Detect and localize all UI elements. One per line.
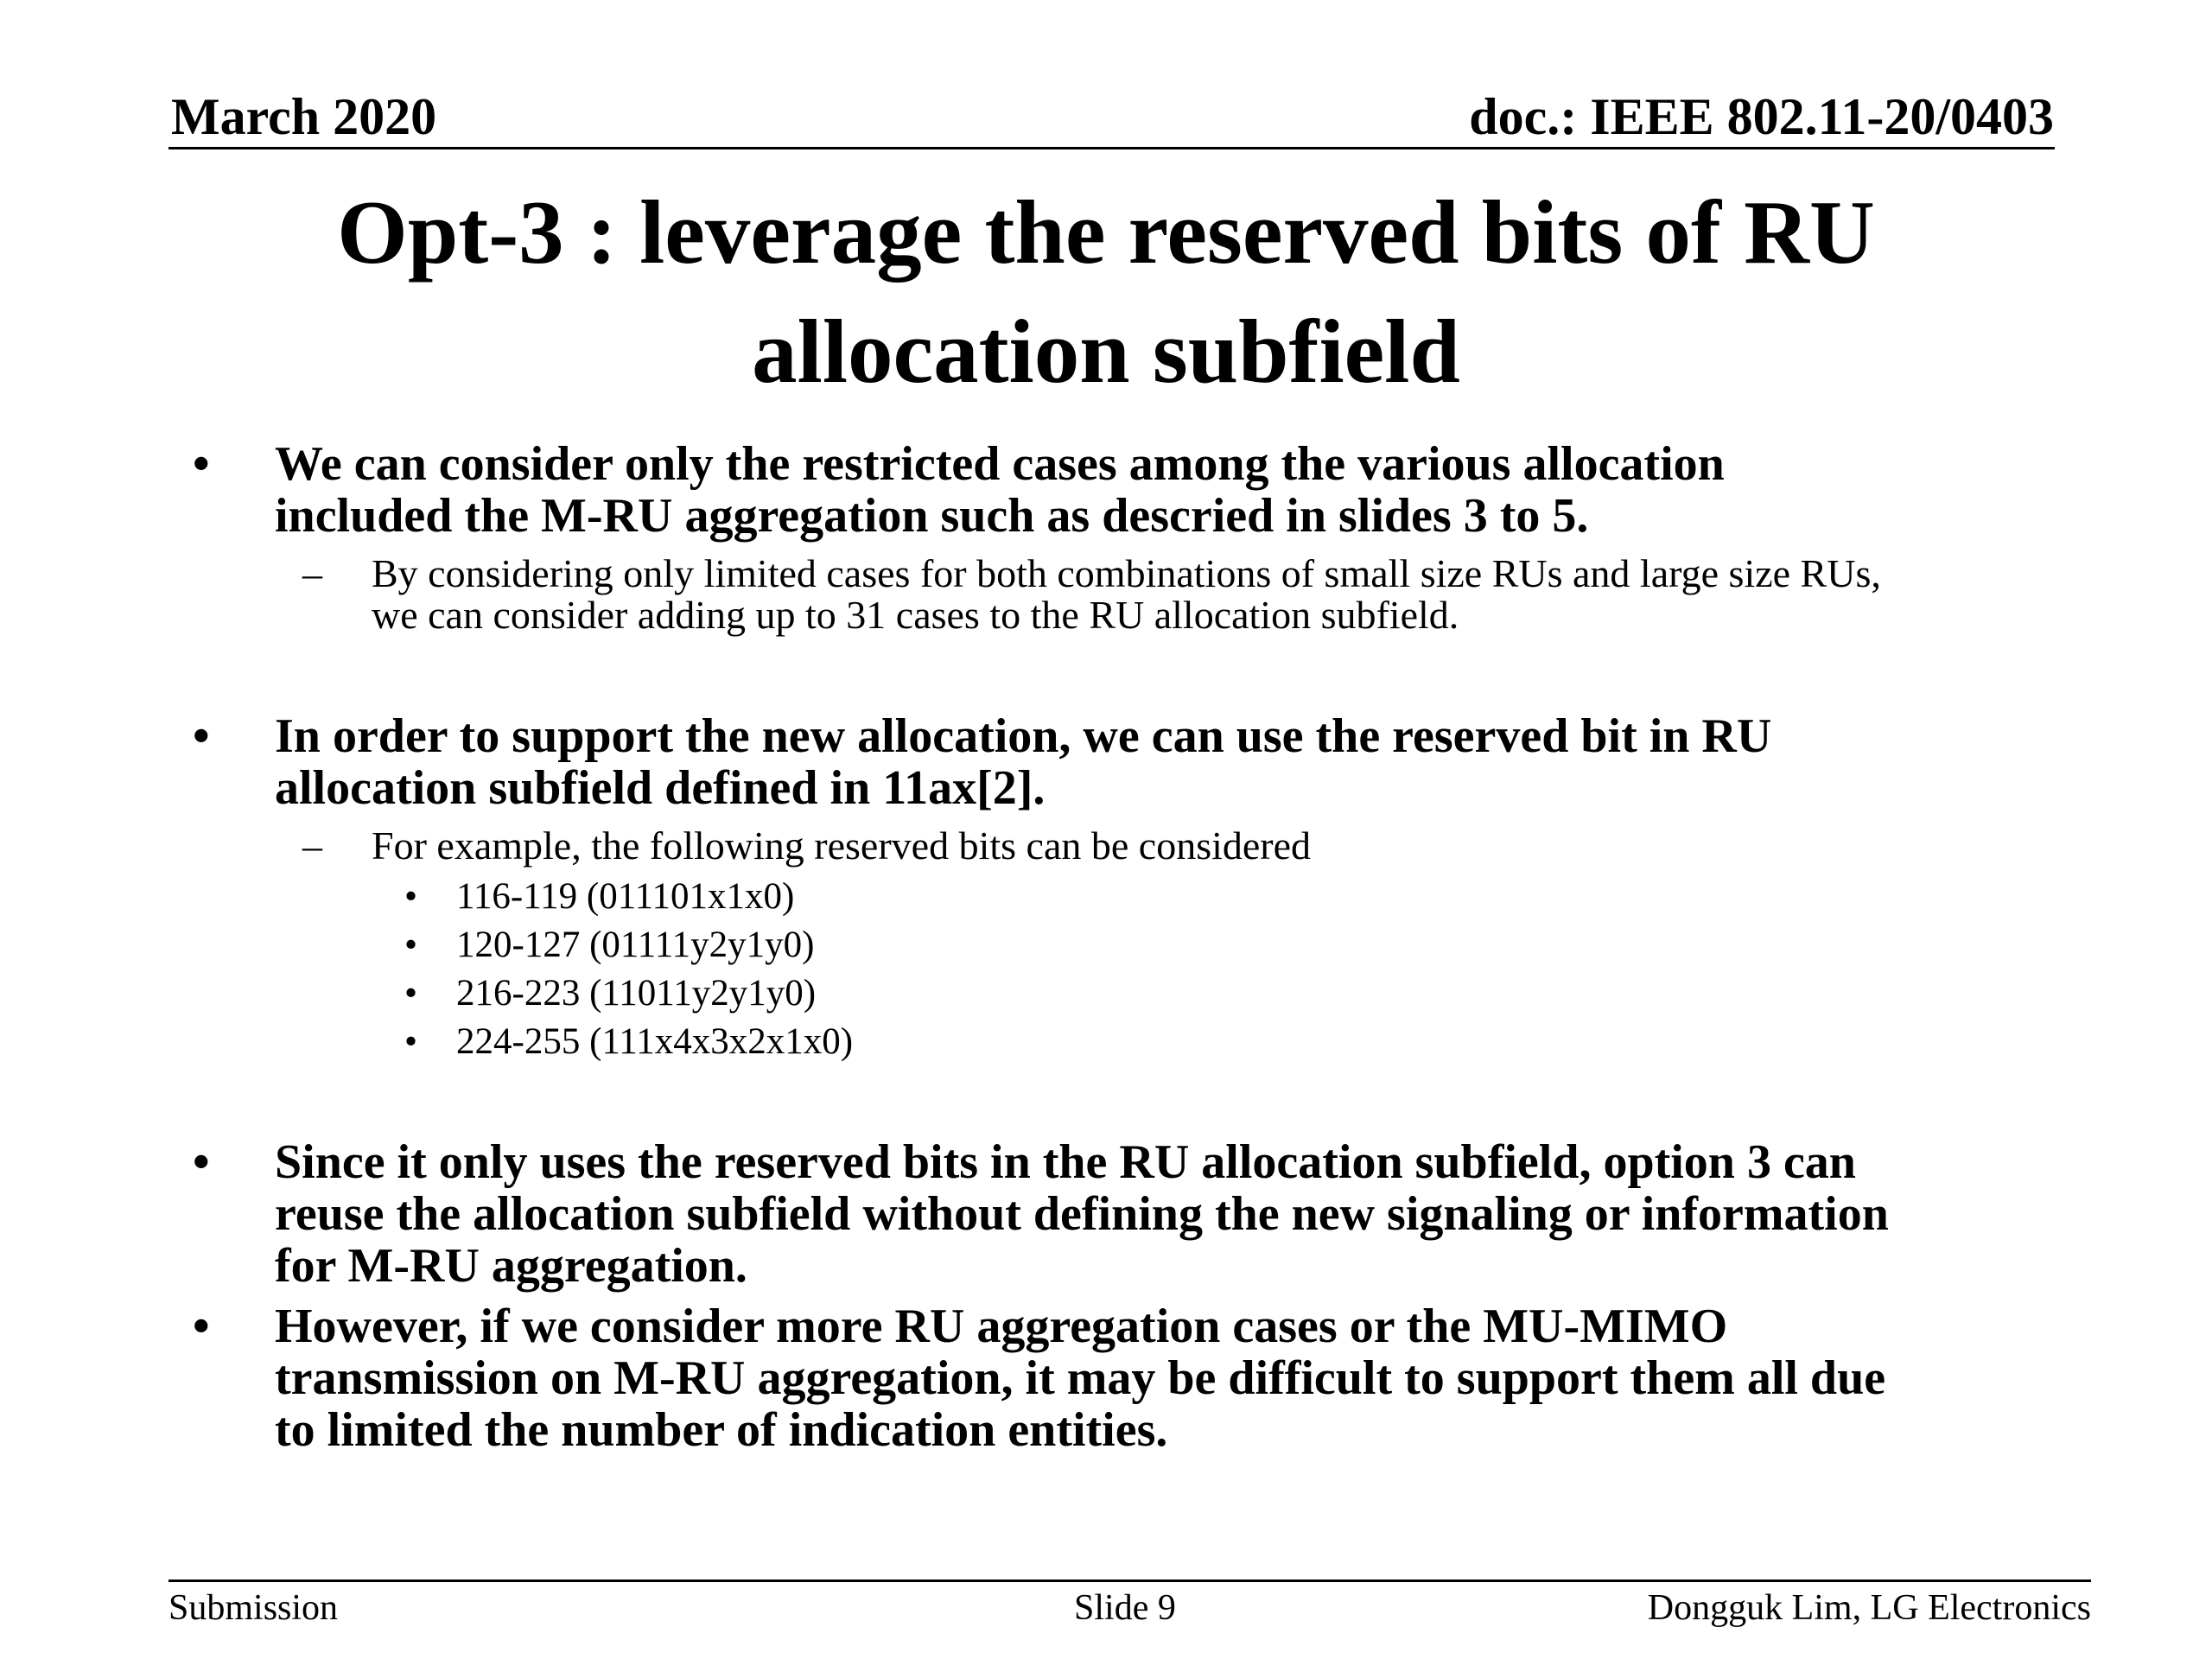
bullet-1 xyxy=(193,437,2141,543)
reserved-bits-item-marker: • xyxy=(404,925,418,965)
bullet-2-line-1: In order to support the new allocation, we can use the reserved bit in RU xyxy=(275,709,1772,763)
bullet-1-sub xyxy=(302,551,2100,637)
reserved-bits-item xyxy=(404,969,1752,1018)
reserved-bits-item xyxy=(404,921,1752,969)
bullet-4-line-1: However, if we consider more RU aggregation cases or the MU-MIMO xyxy=(275,1300,1728,1353)
header-doc-number: doc.: IEEE 802.11-20/0403 xyxy=(1469,88,2054,145)
reserved-bits-item-text: 224-255 (111x4x3x2x1x0) xyxy=(456,1021,854,1062)
reserved-bits-item-text: 116-119 (011101x1x0) xyxy=(456,876,795,917)
bullet-1-line-2: included the M-RU aggregation such as descried in slides 3 to 5. xyxy=(275,489,1589,543)
bullet-1-sub-line-2: we can consider adding up to 31 cases to the RU allocation subfield. xyxy=(372,593,1459,637)
slide-title-line-1: Opt-3 : leverage the reserved bits of RU xyxy=(337,181,1875,283)
reserved-bits-item xyxy=(404,1018,1752,1066)
footer-slide-number: Slide 9 xyxy=(1074,1588,1176,1628)
bullet-3-line-3: for M-RU aggregation. xyxy=(275,1239,747,1293)
footer-submission: Submission xyxy=(168,1588,339,1628)
bullet-2-sub-line-1: For example, the following reserved bits can be considered xyxy=(372,823,1312,868)
bullet-2-marker: • xyxy=(193,709,210,763)
bullet-4 xyxy=(193,1300,2141,1457)
bullet-1-sub-line-1: By considering only limited cases for both combinations of small size RUs and large size RUs, xyxy=(372,551,1881,595)
bullet-3-marker: • xyxy=(193,1135,210,1189)
reserved-bits-item-marker: • xyxy=(404,876,418,917)
reserved-bits-item xyxy=(404,873,1752,921)
bullet-4-line-3: to limited the number of indication entities. xyxy=(275,1403,1168,1457)
slide-title-line-2: allocation subfield xyxy=(752,301,1460,402)
reserved-bits-item-text: 216-223 (11011y2y1y0) xyxy=(456,973,817,1014)
reserved-bits-item-marker: • xyxy=(404,973,418,1014)
bullet-3-line-1: Since it only uses the reserved bits in the RU allocation subfield, option 3 can xyxy=(275,1135,1856,1189)
bullet-1-marker: • xyxy=(193,437,210,491)
slide-title xyxy=(0,173,2212,411)
bullet-2 xyxy=(193,709,2141,815)
bullet-2-sub xyxy=(302,823,2100,868)
footer-author: Dongguk Lim, LG Electronics xyxy=(1647,1588,2091,1628)
bullet-1-line-1: We can consider only the restricted cases among the various allocation xyxy=(275,437,1725,491)
bullet-3-line-2: reuse the allocation subfield without defining the new signaling or information xyxy=(275,1187,1889,1241)
reserved-bits-item-marker: • xyxy=(404,1021,418,1062)
bullet-4-marker: • xyxy=(193,1300,210,1353)
footer-divider xyxy=(168,1580,2091,1582)
bullet-1-sub-marker: – xyxy=(302,551,322,595)
bullet-4-line-2: transmission on M-RU aggregation, it may be difficult to support them all due xyxy=(275,1351,1886,1405)
header-divider xyxy=(168,147,2055,149)
bullet-2-sub-marker: – xyxy=(302,823,322,868)
header-date: March 2020 xyxy=(171,88,437,145)
bullet-2-line-2: allocation subfield defined in 11ax[2]. xyxy=(275,761,1046,815)
bullet-3 xyxy=(193,1135,2141,1293)
reserved-bits-item-text: 120-127 (01111y2y1y0) xyxy=(456,925,815,965)
